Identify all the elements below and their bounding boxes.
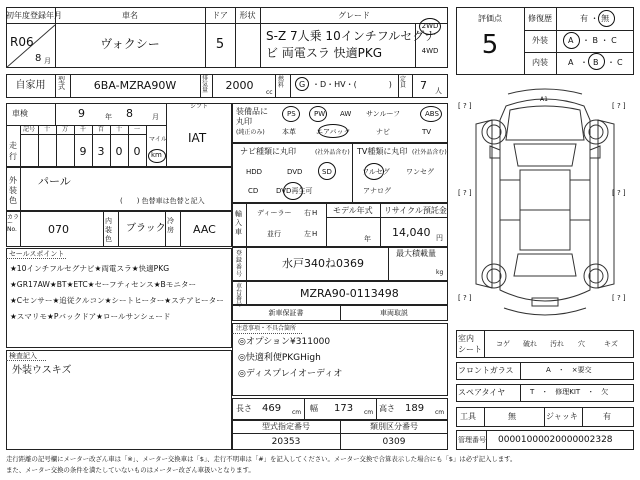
bracket-tr: [ ? ] <box>612 102 626 110</box>
mileage-header: 記号 <box>22 126 35 133</box>
exterior-grade-options: ・ B ・ C <box>582 36 617 45</box>
mgmt-number: 00001000020000002328 <box>498 435 613 445</box>
notes-label: 注意事項・不具合箇所 <box>236 325 297 332</box>
bracket-ml: [ ? ] <box>458 189 472 197</box>
interior-color: ブラック <box>126 223 166 234</box>
model-code: 6BA-MZRA90W <box>93 79 177 92</box>
interior-dot2: ・ <box>607 58 615 67</box>
mileage-header: 万 <box>61 126 68 133</box>
class-no-label: 類別区分番号 <box>370 422 418 431</box>
tv-title: TV種類に丸印 <box>357 147 408 156</box>
import-left: 左 <box>304 230 311 238</box>
ac-label: 冷房 <box>167 217 174 234</box>
tv-analog: アナログ <box>363 187 391 195</box>
nav-cd: CD <box>248 187 259 195</box>
recycle-yen: 円 <box>436 234 443 242</box>
selling-point-line: ★スマリモ★Pバックドア★ロールサンシェード <box>10 312 171 321</box>
exterior-grade-a: A <box>568 36 574 45</box>
mileage-header: 十 <box>43 126 50 133</box>
note-line-2: ◎快適利便PKGHigh <box>238 353 321 363</box>
interior-dot1: ・ <box>580 58 588 67</box>
tv-fullseg: フルセグ <box>362 168 390 176</box>
repair-label: 修復歴 <box>528 14 552 23</box>
shift-label: シフト <box>190 103 209 110</box>
bracket-bl: [ ? ] <box>458 294 472 302</box>
capacity: 7 <box>420 79 427 92</box>
jack-value: 有 <box>603 412 611 421</box>
door-label: ドア <box>212 11 228 20</box>
seat-item: 汚れ <box>550 340 564 348</box>
model-year-label: モデル年式 <box>333 206 373 215</box>
nav-dvd-play: DVD再生可 <box>276 187 313 195</box>
equipment-item: PW <box>314 110 326 118</box>
model-year-unit: 年 <box>364 235 371 243</box>
color-no: 070 <box>48 223 69 236</box>
capacity-label: 定員 <box>400 76 407 89</box>
length-label: 長さ <box>236 404 252 413</box>
nav-sd: SD <box>322 168 332 176</box>
car-name: ヴォクシー <box>100 37 160 51</box>
inspector-text: 外装ウスキズ <box>12 365 72 376</box>
mileage-header: 百 <box>97 126 104 133</box>
score-value: 5 <box>481 30 499 60</box>
selling-point-line: ★GR17AW★BT★ETC★セーフティセンス★Bモニター <box>10 280 197 289</box>
import-right: 右 <box>304 209 311 217</box>
note-line-3: ◎ディスプレイオーディオ <box>238 369 343 379</box>
chassis-label: 車台番号 <box>236 283 243 308</box>
exterior-label: 外装色 <box>9 176 17 205</box>
length-unit: cm <box>292 409 302 416</box>
exterior-color: パール <box>38 175 71 188</box>
height-value: 189 <box>405 403 425 414</box>
tools-label: 工具 <box>460 412 476 421</box>
fuel-options: ・D・HV・( ) <box>312 80 392 89</box>
drive-4wd: 4WD <box>421 47 439 55</box>
registration-label: 登録番号 <box>236 250 243 278</box>
shape-label: 形状 <box>239 11 256 20</box>
recycle-value: 14,040 <box>392 226 431 239</box>
height-unit: cm <box>435 409 445 416</box>
equipment-item: サンルーフ <box>366 110 401 118</box>
interior-color-label: 内装色 <box>105 217 112 243</box>
registration-number: 水戸340ね0369 <box>282 257 364 270</box>
displacement: 2000 <box>225 79 254 92</box>
mileage-digit: 0 <box>115 145 123 158</box>
tools-value: 無 <box>508 412 516 421</box>
interior-grade-label: 内装 <box>532 58 548 67</box>
inspection-month: 8 <box>126 107 133 120</box>
type-no: 20353 <box>271 437 301 447</box>
height-label: 高さ <box>379 404 395 413</box>
footer-line2: また、メーター交換の条件を満たしていないものはメーター改ざん車扱いとなります。 <box>6 466 255 474</box>
recycle-label: リサイクル預託金 <box>384 206 447 215</box>
max-load-unit: kg <box>436 269 444 276</box>
door-count: 5 <box>215 37 225 52</box>
selling-points-label: セールスポイント <box>9 250 65 258</box>
nav-sub: (社外品含む) <box>315 149 350 156</box>
class-no: 0309 <box>382 437 406 447</box>
reg-year: R06 <box>10 35 34 49</box>
inspection-year-unit: 年 <box>105 113 112 121</box>
drive-2wd: 2WD <box>421 22 439 30</box>
mileage-header: 一 <box>133 126 140 133</box>
mileage-header: 十 <box>115 126 122 133</box>
chassis-number: MZRA90-0113498 <box>300 287 399 300</box>
glass-label: フロントガラス <box>458 366 514 375</box>
equipment-item: AW <box>340 110 352 118</box>
car-diagram <box>456 80 634 328</box>
seat-item: キズ <box>604 340 618 348</box>
inspection-year: 9 <box>78 107 85 120</box>
inspection-label: 車検 <box>12 109 28 118</box>
color-no-label: カラーNo. <box>7 214 20 233</box>
interior-grade-c: C <box>617 58 623 67</box>
footer-line1: 走行距離の記号欄にメーター改ざん車は「※」、メーター交換車は「$」、走行不明車は「#」を記入してください。メーター交換で合算表示した場合にも「$」は必ず記入します。 <box>6 455 517 463</box>
interior-grade-a: A <box>568 58 574 67</box>
seat-item: 破れ <box>523 340 537 348</box>
score-label: 評価点 <box>478 14 502 23</box>
mileage-digit: 9 <box>79 145 87 158</box>
car-name-label: 車名 <box>122 11 138 20</box>
capacity-unit: 人 <box>435 87 442 95</box>
import-label: 輸入車 <box>235 210 242 236</box>
inspector-label: 検査記入 <box>9 352 37 360</box>
grade-label: グレード <box>338 11 370 20</box>
equipment-item: 本革 <box>282 128 296 136</box>
equipment-item: ナビ <box>376 128 390 136</box>
reg-month: 8 <box>35 53 42 64</box>
manual-label: 車両取説 <box>380 309 408 317</box>
mileage-digit: 3 <box>97 145 105 158</box>
displacement-label: 排気量 <box>202 75 209 94</box>
cc-unit: cc <box>266 89 273 96</box>
equipment-item: PS <box>287 110 296 118</box>
width-label: 幅 <box>310 404 318 413</box>
selling-point-line: ★Cセンサー★追従クルコン★シートヒーター★ステアヒーター <box>10 296 224 305</box>
inspection-month-unit: 月 <box>152 113 159 121</box>
width-value: 173 <box>334 403 354 414</box>
width-unit: cm <box>364 409 374 416</box>
grade-line2: ビ 両電スラ 快適PKG <box>266 46 383 60</box>
mgmt-label: 管理番号 <box>458 436 486 444</box>
glass-options: A ・ ×要交 <box>546 366 592 374</box>
bracket-tl: [ ? ] <box>458 102 472 110</box>
mileage-digit: 0 <box>133 145 141 158</box>
seat-item: 穴 <box>578 340 585 348</box>
mile-label: マイル <box>149 136 167 143</box>
tv-sub: (社外品含む) <box>412 149 447 156</box>
equipment-item: エアバック <box>316 128 351 136</box>
first-reg-label: 初年度登録年月 <box>6 11 62 20</box>
fuel-selected: G <box>299 80 306 89</box>
equipment-item: TV <box>422 128 432 136</box>
selling-point-line: ★10インチフルセグナビ★両電スラ★快適PKG <box>10 264 170 273</box>
bracket-mr: [ ? ] <box>612 189 626 197</box>
repair-options: 有 ・ 無 <box>580 14 610 23</box>
seat-label: 室内 シート <box>458 334 482 354</box>
max-load-label: 最大積載量 <box>396 249 436 258</box>
jack-label: ジャッキ <box>546 412 578 421</box>
km-label: km <box>151 151 162 159</box>
seat-item: コゲ <box>496 340 510 348</box>
exterior-grade-label: 外装 <box>532 36 548 45</box>
use-type: 自家用 <box>15 80 46 91</box>
reg-month-unit: 月 <box>44 57 51 65</box>
import-parallel: 並行 <box>267 230 281 238</box>
equipment-label: 装備品に丸印 <box>236 107 268 126</box>
type-no-label: 型式指定番号 <box>262 422 310 431</box>
interior-grade-b: B <box>593 58 599 67</box>
import-left-h: H <box>312 230 318 238</box>
model-label: 型式 <box>58 76 65 91</box>
import-dealer: ディーラー <box>257 209 292 217</box>
note-line-1: ◎オプション¥311000 <box>238 337 331 347</box>
import-right-h: H <box>312 209 318 217</box>
shift-value: IAT <box>188 131 207 145</box>
equipment-item: ABS <box>425 110 439 118</box>
fuel-label: 燃料 <box>278 76 285 89</box>
warranty-label: 新車保証書 <box>268 309 304 317</box>
equipment-sub: (純正のみ) <box>236 129 265 136</box>
mileage-header: 千 <box>79 126 86 133</box>
repair-circle <box>598 10 615 27</box>
nav-title: ナビ種類に丸印 <box>240 147 296 156</box>
spare-options: T ・ 修理KIT ・ 欠 <box>530 388 609 396</box>
spare-label: スペアタイヤ <box>458 388 506 397</box>
grade-line1: S-Z 7人乗 10インチフルセグナ <box>266 29 437 43</box>
tv-oneseg: ワンセグ <box>406 168 434 176</box>
mileage-label: 走行 <box>9 141 17 161</box>
bracket-br: [ ? ] <box>612 294 626 302</box>
ac-value: AAC <box>193 223 216 236</box>
diagram-a1: A1 <box>540 96 548 103</box>
exterior-note: ( ) 色替車は色替と記入 <box>120 197 205 205</box>
length-value: 469 <box>262 403 282 414</box>
mileage-col-divider <box>146 125 147 167</box>
nav-hdd: HDD <box>246 168 263 176</box>
nav-dvd: DVD <box>287 168 303 176</box>
